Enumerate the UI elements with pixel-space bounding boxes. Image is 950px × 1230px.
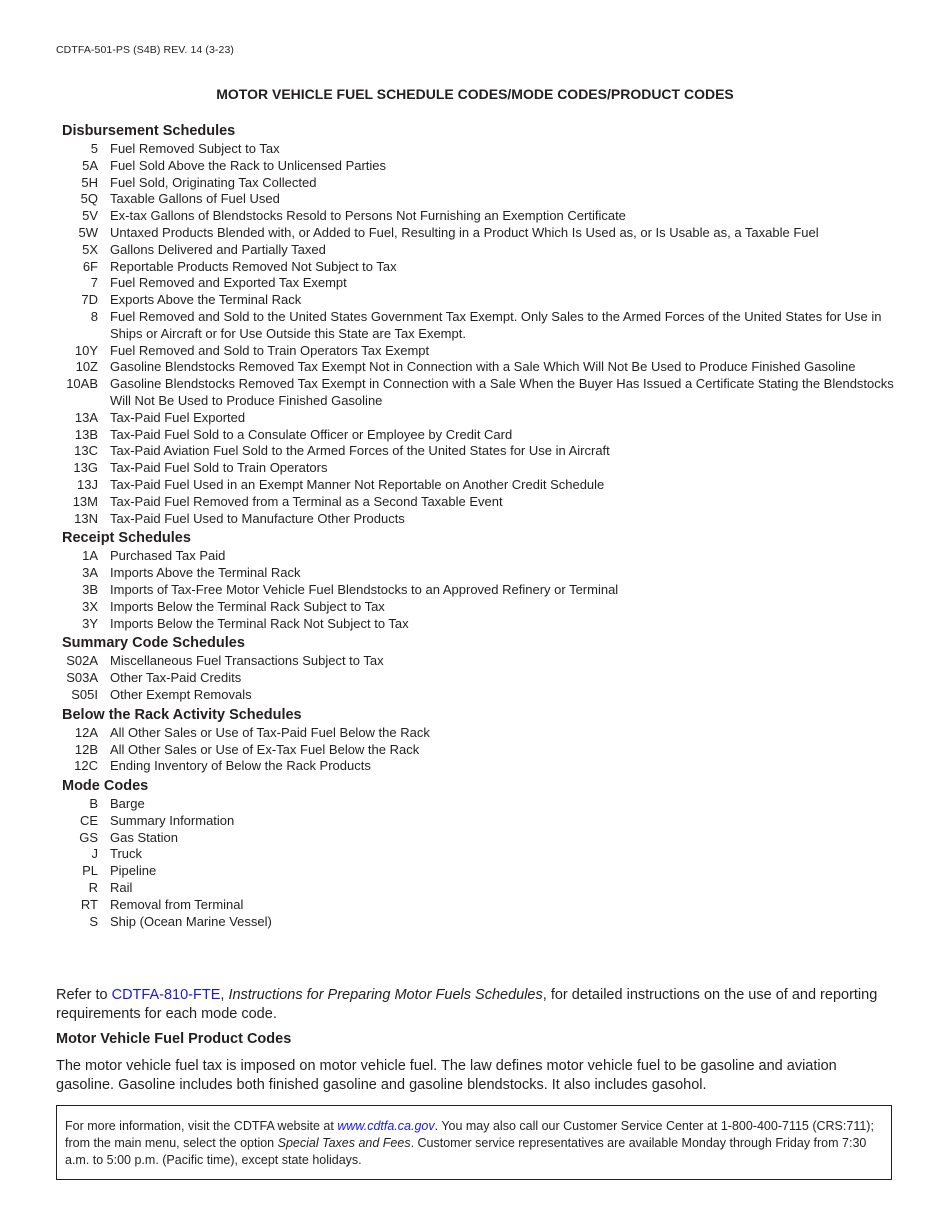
- schedule-description: Miscellaneous Fuel Transactions Subject to Tax: [110, 653, 384, 669]
- website-link[interactable]: www.cdtfa.ca.gov: [337, 1119, 435, 1133]
- info-text-3: . Customer service representatives are available Monday through Friday from 7:30 a.m. to 5:00 p.m. (Pacific time), except state holidays.: [65, 1136, 867, 1167]
- schedule-code: 10Y: [74, 342, 98, 358]
- schedule-code: 8: [90, 308, 98, 324]
- schedule-description: Purchased Tax Paid: [110, 548, 226, 564]
- refer-paragraph: [56, 986, 896, 1024]
- code-row: [56, 410, 896, 427]
- schedule-code-list: [56, 122, 896, 930]
- info-text-2: . You may also call our Customer Service Center at 1-800-400-7115 (CRS:711); from the main menu, select the option: [65, 1119, 874, 1150]
- schedule-description: All Other Sales or Use of Tax-Paid Fuel Below the Rack: [110, 724, 430, 740]
- schedule-description: Other Tax-Paid Credits: [110, 670, 242, 686]
- product-codes-paragraph: The motor vehicle fuel tax is imposed on motor vehicle fuel. The law defines motor vehicle fuel to be gasoline and aviation gasoline. Gasoline includes both finished gasoline and gasoline blendstocks. It also includes gasohol.: [56, 1058, 837, 1093]
- refer-suffix: , for detailed instructions on the use of and reporting requirements for each mode code.: [56, 987, 878, 1022]
- schedule-code: RT: [80, 896, 98, 912]
- schedule-code: S02A: [66, 653, 98, 669]
- schedule-description: Tax-Paid Aviation Fuel Sold to the Armed Forces of the United States for Use in Aircraft: [110, 443, 610, 459]
- code-row: [56, 599, 896, 616]
- schedule-description: Imports Above the Terminal Rack: [110, 565, 301, 581]
- code-row: [56, 565, 896, 582]
- info-text-1: For more information, visit the CDTFA website at: [65, 1119, 338, 1133]
- schedule-description: Taxable Gallons of Fuel Used: [110, 191, 280, 207]
- schedule-description: Fuel Removed and Exported Tax Exempt: [110, 275, 347, 291]
- schedule-code: 12C: [74, 758, 98, 774]
- schedule-code: 10AB: [66, 376, 98, 392]
- schedule-description: Exports Above the Terminal Rack: [110, 292, 302, 308]
- schedule-code: 5A: [82, 157, 98, 173]
- schedule-description: Fuel Removed and Sold to Train Operators Tax Exempt: [110, 342, 430, 358]
- schedule-code: 13N: [74, 510, 98, 526]
- page-title: MOTOR VEHICLE FUEL SCHEDULE CODES/MODE CODES/PRODUCT CODES: [216, 86, 734, 102]
- code-row: [56, 830, 896, 847]
- product-codes-heading: Motor Vehicle Fuel Product Codes: [56, 1031, 292, 1047]
- schedule-description: Fuel Sold, Originating Tax Collected: [110, 174, 317, 190]
- schedule-description: Summary Information: [110, 812, 235, 828]
- schedule-code: 10Z: [75, 359, 98, 375]
- code-row: [56, 914, 896, 931]
- code-row: [56, 242, 896, 259]
- schedule-description: Imports of Tax-Free Motor Vehicle Fuel Blendstocks to an Approved Refinery or Terminal: [110, 581, 619, 597]
- code-row: [56, 460, 896, 477]
- refer-publication-title: Instructions for Preparing Motor Fuels Schedules: [228, 987, 543, 1003]
- code-row: [56, 208, 896, 225]
- schedule-description: Reportable Products Removed Not Subject to Tax: [110, 258, 397, 274]
- code-row: [56, 343, 896, 360]
- schedule-code: 5W: [78, 224, 98, 240]
- schedule-code: CE: [79, 812, 98, 828]
- schedule-code: 5V: [82, 208, 98, 224]
- code-row: [56, 158, 896, 175]
- section-heading: Disbursement Schedules: [62, 123, 236, 139]
- schedule-code: 12B: [74, 741, 98, 757]
- code-row: [56, 225, 896, 242]
- section-heading: Summary Code Schedules: [62, 635, 245, 652]
- code-row: [56, 653, 896, 670]
- code-row: [56, 846, 896, 863]
- schedule-description: Other Exempt Removals: [110, 686, 252, 702]
- schedule-code: 5: [90, 141, 98, 156]
- schedule-code: 13B: [74, 426, 98, 442]
- schedule-code: 3A: [82, 565, 98, 581]
- schedule-description: Ship (Ocean Marine Vessel): [110, 913, 272, 929]
- info-box: [56, 1105, 892, 1180]
- schedule-code: 13C: [74, 443, 98, 459]
- code-row: [56, 376, 896, 410]
- schedule-description: Ex-tax Gallons of Blendstocks Resold to Persons Not Furnishing an Exemption Certificate: [110, 208, 626, 224]
- schedule-code: PL: [82, 863, 98, 879]
- schedule-description: Pipeline: [110, 863, 157, 879]
- code-row: [56, 511, 896, 528]
- schedule-code: 7: [90, 275, 98, 291]
- schedule-description: Truck: [110, 846, 143, 862]
- schedule-description: Tax-Paid Fuel Sold to a Consulate Officer or Employee by Credit Card: [110, 426, 513, 442]
- code-row: [56, 443, 896, 460]
- schedule-code: 13M: [72, 493, 98, 509]
- schedule-description: Imports Below the Terminal Rack Subject to Tax: [110, 598, 385, 614]
- schedule-description: Imports Below the Terminal Rack Not Subject to Tax: [110, 615, 409, 631]
- schedule-description: Fuel Removed and Sold to the United States Government Tax Exempt. Only Sales to the Armed Forces of the United States for Use in Ships or Aircraft or for Use Outside this State are Tax Exempt.: [110, 308, 882, 341]
- code-row: [56, 897, 896, 914]
- code-row: [56, 292, 896, 309]
- schedule-description: Tax-Paid Fuel Used in an Exempt Manner Not Reportable on Another Credit Schedule: [110, 476, 605, 492]
- schedule-code: 13G: [73, 460, 98, 476]
- code-row: [56, 758, 896, 775]
- section-heading: Receipt Schedules: [62, 530, 191, 547]
- schedule-description: Untaxed Products Blended with, or Added to Fuel, Resulting in a Product Which Is Used as, or Is Usable as, a Taxable Fuel: [110, 224, 819, 240]
- refer-prefix: Refer to: [56, 987, 112, 1003]
- code-row: [56, 141, 896, 158]
- section-heading: Below the Rack Activity Schedules: [62, 706, 302, 723]
- schedule-code: S05I: [71, 686, 98, 702]
- schedule-code: 5X: [82, 241, 98, 257]
- form-id: CDTFA-501-PS (S4B) REV. 14 (3-23): [56, 44, 234, 56]
- schedule-code: S: [89, 913, 98, 929]
- schedule-description: Removal from Terminal: [110, 896, 244, 912]
- schedule-description: Gasoline Blendstocks Removed Tax Exempt Not in Connection with a Sale Which Will Not Be Used to Produce Finished Gasoline: [110, 359, 856, 375]
- schedule-code: GS: [79, 829, 98, 845]
- schedule-description: Gasoline Blendstocks Removed Tax Exempt in Connection with a Sale When the Buyer Has Issued a Certificate Stating the Blendstocks Will Not Be Used to Produce Finished Gasoline: [110, 376, 894, 408]
- schedule-description: Rail: [110, 880, 133, 896]
- schedule-code: 5H: [81, 174, 98, 190]
- code-row: [56, 548, 896, 565]
- code-row: [56, 494, 896, 511]
- schedule-section: [56, 529, 896, 632]
- schedule-code: 5Q: [80, 191, 98, 207]
- schedule-code: 12A: [74, 724, 98, 740]
- code-row: [56, 309, 896, 343]
- code-row: [56, 477, 896, 494]
- schedule-code: 6F: [82, 258, 98, 274]
- code-row: [56, 259, 896, 276]
- cdtfa-810-fte-link[interactable]: CDTFA-810-FTE: [111, 987, 221, 1003]
- schedule-section: [56, 122, 896, 527]
- code-row: [56, 813, 896, 830]
- code-row: [56, 742, 896, 759]
- schedule-section: [56, 706, 896, 775]
- schedule-section: [56, 634, 896, 703]
- code-row: [56, 359, 896, 376]
- code-row: [56, 427, 896, 444]
- schedule-description: Gallons Delivered and Partially Taxed: [110, 241, 326, 257]
- schedule-description: Barge: [110, 796, 145, 812]
- schedule-description: Tax-Paid Fuel Used to Manufacture Other Products: [110, 510, 405, 526]
- code-row: [56, 191, 896, 208]
- schedule-code: 13A: [74, 409, 98, 425]
- code-row: [56, 275, 896, 292]
- schedule-description: All Other Sales or Use of Ex-Tax Fuel Below the Rack: [110, 741, 420, 757]
- schedule-code: 1A: [82, 548, 98, 564]
- schedule-section: [56, 777, 896, 930]
- schedule-code: R: [88, 880, 98, 896]
- code-row: [56, 616, 896, 633]
- schedule-code: J: [91, 846, 98, 862]
- schedule-description: Fuel Sold Above the Rack to Unlicensed Parties: [110, 157, 387, 173]
- schedule-code: 3B: [82, 581, 98, 597]
- code-row: [56, 796, 896, 813]
- code-row: [56, 670, 896, 687]
- schedule-code: 13J: [77, 476, 98, 492]
- menu-option: Special Taxes and Fees: [277, 1136, 411, 1150]
- schedule-description: Tax-Paid Fuel Exported: [110, 409, 246, 425]
- schedule-description: Tax-Paid Fuel Sold to Train Operators: [110, 460, 328, 476]
- code-row: [56, 725, 896, 742]
- schedule-code: B: [89, 796, 98, 812]
- schedule-code: 3X: [82, 598, 98, 614]
- code-row: [56, 863, 896, 880]
- code-row: [56, 582, 896, 599]
- schedule-description: Tax-Paid Fuel Removed from a Terminal as a Second Taxable Event: [110, 493, 503, 509]
- schedule-code: 7D: [81, 292, 98, 308]
- code-row: [56, 687, 896, 704]
- section-heading: Mode Codes: [62, 778, 149, 795]
- schedule-description: Gas Station: [110, 829, 178, 845]
- code-row: [56, 175, 896, 192]
- code-row: [56, 880, 896, 897]
- refer-comma: ,: [220, 987, 229, 1003]
- schedule-description: Ending Inventory of Below the Rack Products: [110, 758, 371, 774]
- schedule-code: S03A: [66, 670, 98, 686]
- schedule-description: Fuel Removed Subject to Tax: [110, 141, 280, 156]
- schedule-code: 3Y: [82, 615, 98, 631]
